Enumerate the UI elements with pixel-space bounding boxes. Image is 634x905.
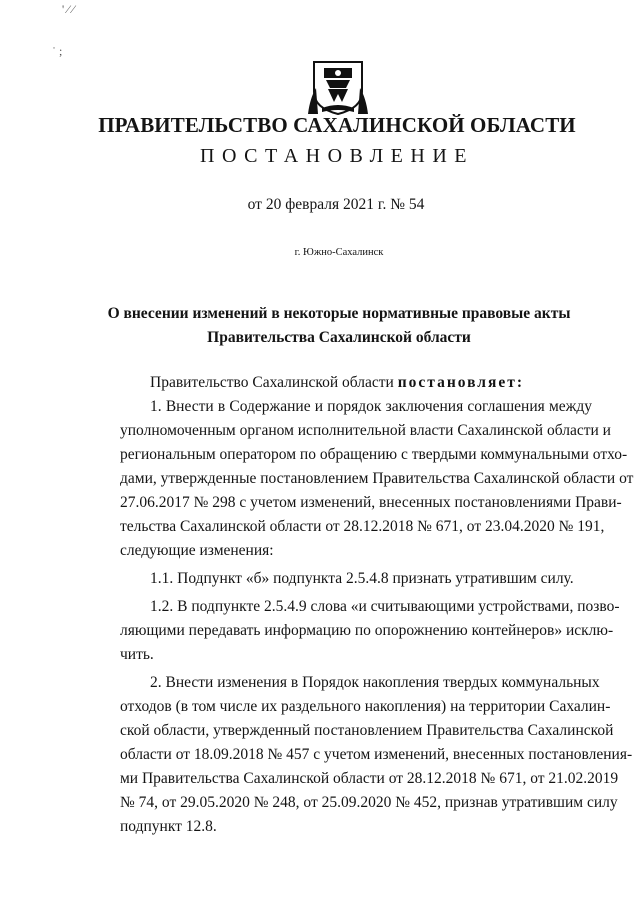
body-line: области от 18.09.2018 № 457 с учетом изменений, внесенных постановления- — [120, 746, 633, 763]
body-line: дами, утвержденные постановлением Правительства Сахалинской области от — [120, 470, 634, 487]
body-line: следующие изменения: — [120, 542, 274, 559]
sakhalin-coat-of-arms-emblem — [308, 58, 368, 116]
body-line: тельства Сахалинской области от 28.12.2018 № 671, от 23.04.2020 № 191, — [120, 518, 605, 535]
document-date-number: от 20 февраля 2021 г. № 54 — [247, 196, 425, 213]
body-line: ской области, утвержденный постановлением Правительства Сахалинской — [120, 722, 614, 739]
document-city: г. Южно-Сахалинск — [294, 247, 384, 258]
body-line: ми Правительства Сахалинской области от 28.12.2018 № 671, от 21.02.2019 — [120, 770, 619, 787]
document-subject — [0, 302, 634, 350]
body-line: № 74, от 29.05.2020 № 248, от 25.09.2020 № 452, признав утратившим силу — [120, 794, 618, 811]
organization-title: ПРАВИТЕЛЬСТВО САХАЛИНСКОЙ ОБЛАСТИ — [98, 113, 576, 137]
scan-mark: ' ⁄ ⁄ — [62, 2, 75, 16]
preamble — [120, 372, 592, 394]
subject-line: Правительства Сахалинской области — [207, 329, 471, 346]
subject-line: О внесении изменений в некоторые нормативные правовые акты — [107, 305, 571, 322]
body-line: 1. Внести в Содержание и порядок заключения соглашения между — [150, 398, 592, 415]
body-line: подпункт 12.8. — [120, 818, 217, 835]
body-line: 2. Внести изменения в Порядок накопления твердых коммунальных — [150, 674, 600, 691]
body-line: 1.2. В подпункте 2.5.4.9 слова «и считывающими устройствами, позво- — [150, 598, 620, 615]
body-line: уполномоченным органом исполнительной власти Сахалинской области и — [120, 422, 611, 439]
body-line: отходов (в том числе их раздельного накопления) на территории Сахалин- — [120, 698, 611, 715]
preamble-prefix: Правительство Сахалинской области — [150, 374, 398, 391]
scan-mark: ˙ ; — [52, 44, 63, 58]
body-line: региональным оператором по обращению с твердыми коммунальными отхо- — [120, 446, 628, 463]
preamble-verb: постановляет: — [397, 374, 525, 391]
body-line: 1.1. Подпункт «б» подпункта 2.5.4.8 признать утратившим силу. — [150, 570, 574, 587]
document-type: ПОСТАНОВЛЕНИЕ — [200, 145, 474, 167]
body-line: 27.06.2017 № 298 с учетом изменений, внесенных постановлениями Прави- — [120, 494, 622, 511]
body-line: чить. — [120, 646, 154, 663]
body-line: ляющими передавать информацию по опорожнению контейнеров» исклю- — [120, 622, 614, 639]
